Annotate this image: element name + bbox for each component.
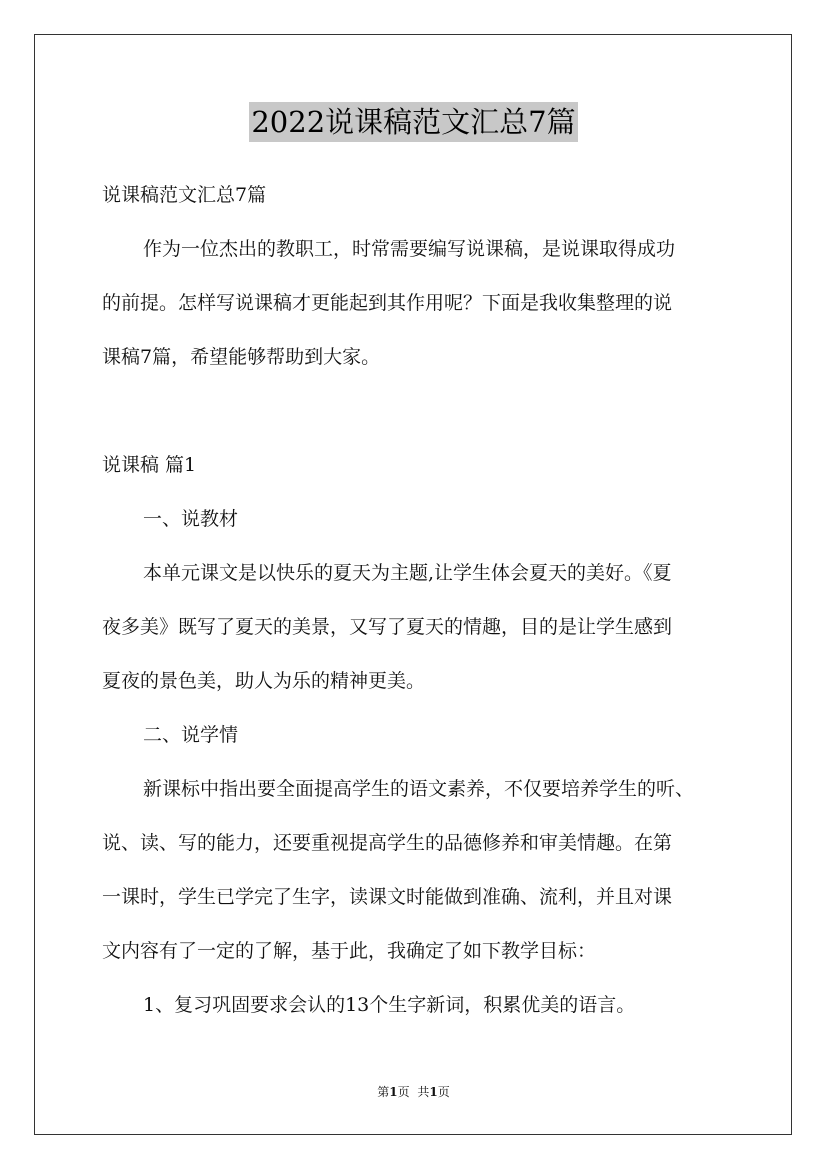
learners-line-3: 一课时，学生已学完了生字，读课文时能做到准确、流利，并且对课 — [102, 886, 673, 908]
intro-line-3: 课稿7篇，希望能够帮助到大家。 — [102, 346, 381, 368]
learners-line-4: 文内容有了一定的了解，基于此，我确定了如下教学目标： — [102, 940, 597, 962]
total-prefix: 共 — [417, 1085, 430, 1099]
page-footer — [0, 1084, 827, 1100]
page-prefix: 第 — [377, 1085, 390, 1099]
intro-line-1: 作为一位杰出的教职工，时常需要编写说课稿，是说课取得成功 — [143, 238, 676, 260]
goal-line-1: 1、复习巩固要求会认的13个生字新词，积累优美的语言。 — [143, 994, 636, 1016]
total-suffix: 页 — [437, 1085, 450, 1099]
learners-line-1: 新课标中指出要全面提高学生的语文素养，不仅要培养学生的听、 — [143, 778, 695, 800]
learners-line-2: 说、读、写的能力，还要重视提高学生的品德修养和审美情趣。在第 — [102, 832, 673, 854]
section-heading: 说课稿 篇1 — [102, 454, 197, 476]
subheading-learners: 二、说学情 — [143, 724, 239, 746]
total-pages: 1 — [429, 1085, 438, 1099]
subheading-textbook: 一、说教材 — [143, 508, 239, 530]
textbook-line-2: 夜多美》既写了夏天的美景，又写了夏天的情趣，目的是让学生感到 — [102, 616, 673, 638]
textbook-line-3: 夏夜的景色美，助人为乐的精神更美。 — [102, 670, 426, 692]
intro-line-2: 的前提。怎样写说课稿才更能起到其作用呢？下面是我收集整理的说 — [102, 292, 673, 314]
subtitle: 说课稿范文汇总7篇 — [102, 184, 267, 206]
document-title: 2022说课稿范文汇总7篇 — [249, 102, 577, 142]
textbook-line-1: 本单元课文是以快乐的夏天为主题,让学生体会夏天的美好。《夏 — [143, 562, 672, 584]
title-container — [0, 102, 827, 142]
page-suffix: 页 — [397, 1085, 410, 1099]
page-current: 1 — [389, 1085, 398, 1099]
